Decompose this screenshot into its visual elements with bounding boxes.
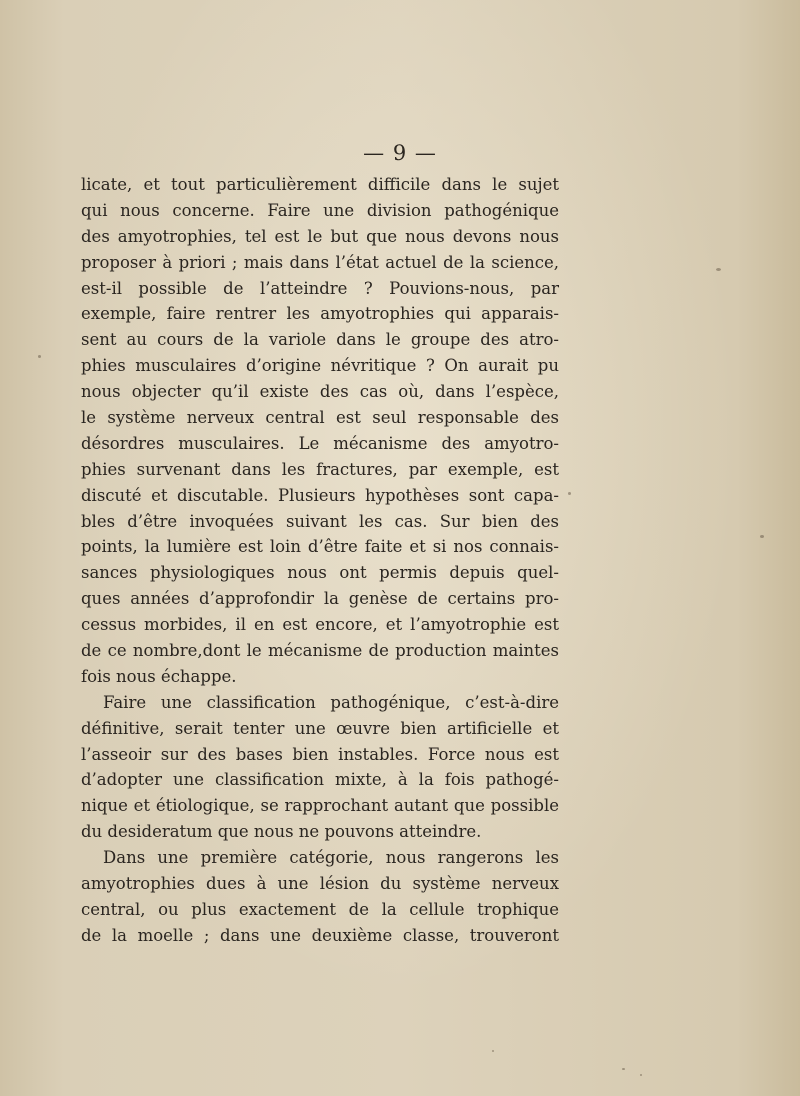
text-line: le système nerveux central est seul responsable des [81,408,559,428]
text-line: ques années d’approfondir la genèse de certains pro- [81,589,559,609]
text-line: discuté et discutable. Plusieurs hypothèses sont capa- [81,485,559,505]
text-line: sances physiologiques nous ont permis depuis quel- [81,563,559,583]
text-line: proposer à priori ; mais dans l’état actuel de la science, [81,252,559,272]
text-line: phies survenant dans les fractures, par exemple, est [81,459,559,479]
text-line: d’adopter une classification mixte, à la fois pathogé- [81,770,559,790]
text-line: définitive, serait tenter une œuvre bien artificielle et [81,718,559,738]
body-text [81,172,559,949]
text-line: fois nous échappe. [81,666,237,686]
text-line: sent au cours de la variole dans le groupe des atro- [81,330,559,350]
text-line: phies musculaires d’origine névritique ? On aurait pu [81,356,559,376]
text-line: l’asseoir sur des bases bien instables. Force nous est [81,744,559,764]
page-number: — 9 — [363,141,437,165]
text-line: bles d’être invoquées suivant les cas. Sur bien des [81,511,559,531]
text-line: de ce nombre,dont le mécanisme de production maintes [81,641,559,661]
paper-speck [760,535,764,538]
text-line: est-il possible de l’atteindre ? Pouvions-nous, par [81,278,559,298]
text-line: désordres musculaires. Le mécanisme des amyotro- [81,433,559,453]
paper-speck [568,492,571,495]
paper-speck [640,1074,642,1076]
paper-speck [492,1050,494,1052]
text-line: nous objecter qu’il existe des cas où, dans l’espèce, [81,382,559,402]
paper-speck [716,268,721,271]
text-line: Dans une première catégorie, nous rangerons les [103,848,559,868]
text-line: de la moelle ; dans une deuxième classe, trouveront [81,925,559,945]
text-line: cessus morbides, il en est encore, et l’amyotrophie est [81,615,559,635]
paper-speck [622,1068,625,1070]
text-line: du desideratum que nous ne pouvons atteindre. [81,822,482,842]
text-line: qui nous concerne. Faire une division pathogénique [81,200,559,220]
text-line: licate, et tout particulièrement difficile dans le sujet [81,175,559,194]
text-line: central, ou plus exactement de la cellule trophique [81,899,559,919]
paper-speck [38,355,41,358]
text-line: Faire une classification pathogénique, c’est-à-dire [103,692,559,712]
text-line: points, la lumière est loin d’être faite et si nos connais- [81,537,559,557]
text-line: exemple, faire rentrer les amyotrophies qui apparais- [81,304,559,324]
text-line: nique et étiologique, se rapprochant autant que possible [81,796,559,816]
text-line: des amyotrophies, tel est le but que nous devons nous [81,226,559,246]
text-line: amyotrophies dues à une lésion du système nerveux [81,874,559,894]
